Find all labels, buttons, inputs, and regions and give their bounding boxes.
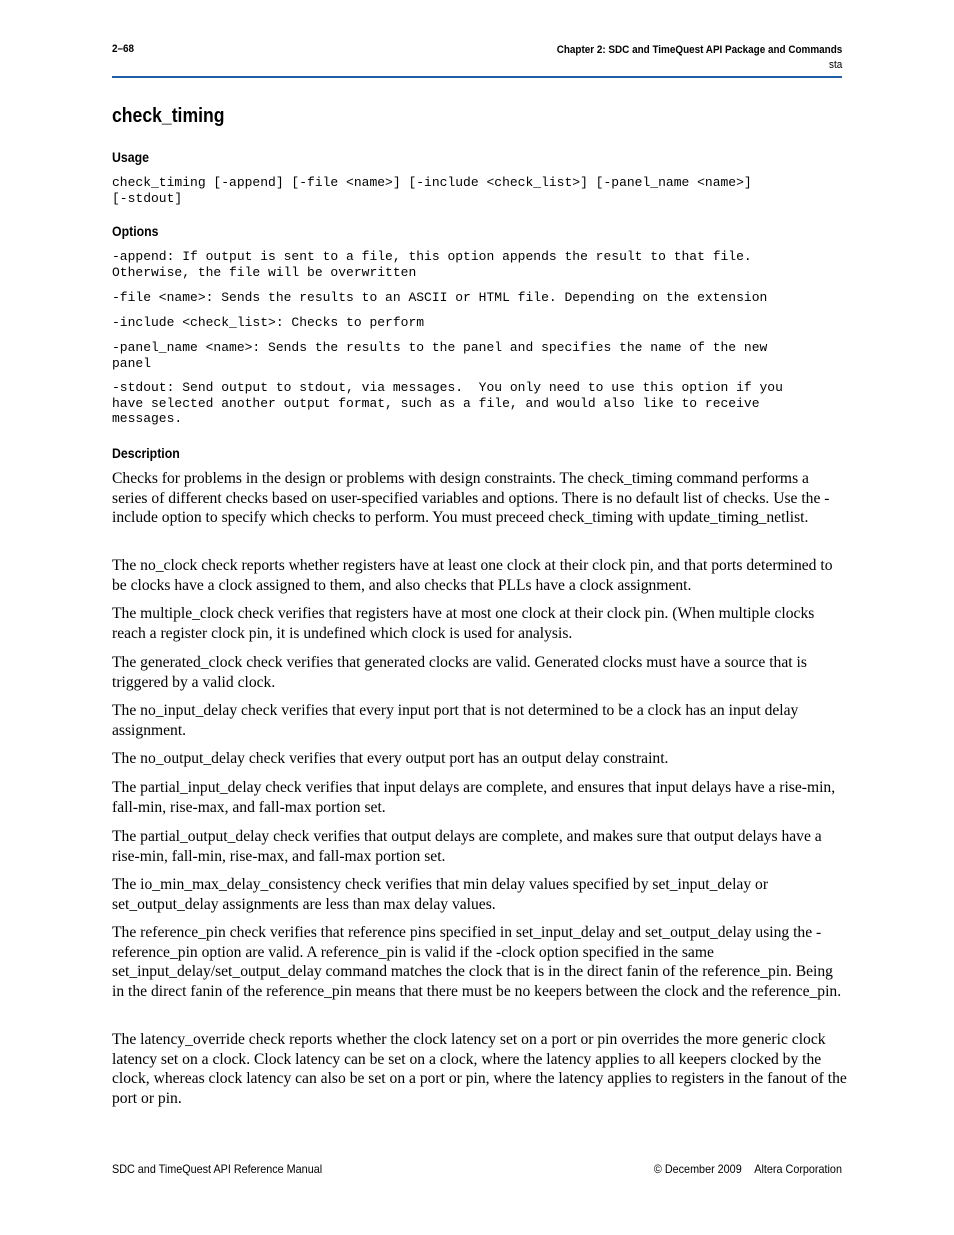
- usage-heading: Usage: [112, 149, 149, 165]
- footer-info: [654, 1162, 842, 1176]
- description-paragraph: The io_min_max_delay_consistency check verifies that min delay values specified by set_input_delay or set_output_delay assignments are less than max delay values.: [112, 876, 769, 913]
- document-page: [112, 0, 847, 1235]
- running-header: [525, 43, 842, 73]
- page-number: 2–68: [112, 43, 135, 55]
- description-paragraph: The multiple_clock check verifies that registers have at most one clock at their clock pin. (When multiple clocks reach a register clock pin, it is undefined which clock is used for analysis.: [112, 605, 815, 642]
- description-paragraph: The no_output_delay check verifies that every output port has an output delay constraint.: [112, 750, 669, 767]
- description-paragraph: Checks for problems in the design or problems with design constraints. The check_timing command performs a series of different checks based on user-specified variables and options. There is no default list of checks. Use the -include option to specify which checks to perform. You must preceed check_timing with update_timing_netlist.: [112, 470, 830, 526]
- description-paragraph: The no_input_delay check verifies that every input port that is not determined to be a clock has an input delay assignment.: [112, 702, 799, 739]
- description-paragraph: The no_clock check reports whether registers have at least one clock at their clock pin, and that ports determined to be clocks have a clock assigned to them, and also checks that PLLs have a clock assignment.: [112, 557, 833, 594]
- description-paragraph: The generated_clock check verifies that generated clocks are valid. Generated clocks must have a source that is triggered by a valid clock.: [112, 654, 807, 691]
- footer-date: © December 2009: [653, 1162, 742, 1176]
- description-paragraph: The partial_input_delay check verifies that input delays are complete, and ensures that input delays have a rise-min, fall-min, rise-max, and fall-max portion set.: [112, 779, 836, 816]
- footer-manual-title: SDC and TimeQuest API Reference Manual: [112, 1162, 323, 1176]
- section-name: sta: [828, 59, 842, 71]
- header-rule: [112, 76, 842, 78]
- description-paragraph: The partial_output_delay check verifies that output delays are complete, and makes sure that output delays have a rise-min, fall-min, rise-max, and fall-max portion set.: [112, 828, 822, 865]
- option-append: -append: If output is sent to a file, this option appends the result to that file. Otherwise, the file will be overwritten: [112, 249, 752, 280]
- option-include: -include <check_list>: Checks to perform: [112, 315, 425, 330]
- command-title: check_timing: [112, 105, 225, 127]
- option-stdout: -stdout: Send output to stdout, via messages. You only need to use this option if you have selected another output format, such as a file, and would also like to receive messages.: [112, 380, 783, 426]
- description-paragraph: The latency_override check reports whether the clock latency set on a port or pin overrides the more generic clock latency set on a clock. Clock latency can be set on a clock, where the latency applies to all keepers clocked by the clock, whereas clock latency can also be set on a port or pin, where the latency applies to registers in the fanout of the port or pin.: [112, 1031, 847, 1107]
- description-paragraph: The reference_pin check verifies that reference pins specified in set_input_delay and set_output_delay using the -reference_pin option are valid. A reference_pin is valid if the -clock option specified in the same set_input_delay/set_output_delay command matches the clock that is in the direct fanin of the reference_pin. Being in the direct fanin of the reference_pin means that there must be no keepers between the clock and the reference_pin.: [112, 924, 842, 1000]
- footer-company: Altera Corporation: [754, 1162, 842, 1176]
- description-heading: Description: [112, 445, 180, 461]
- option-file: -file <name>: Sends the results to an ASCII or HTML file. Depending on the extension: [112, 290, 768, 305]
- chapter-title: Chapter 2: SDC and TimeQuest API Package and Commands: [556, 44, 842, 56]
- option-panel-name: -panel_name <name>: Sends the results to the panel and specifies the name of the new panel: [112, 340, 768, 371]
- usage-code: check_timing [-append] [-file <name>] [-include <check_list>] [-panel_name <name>] [-stdout]: [112, 175, 752, 206]
- options-heading: Options: [112, 223, 159, 239]
